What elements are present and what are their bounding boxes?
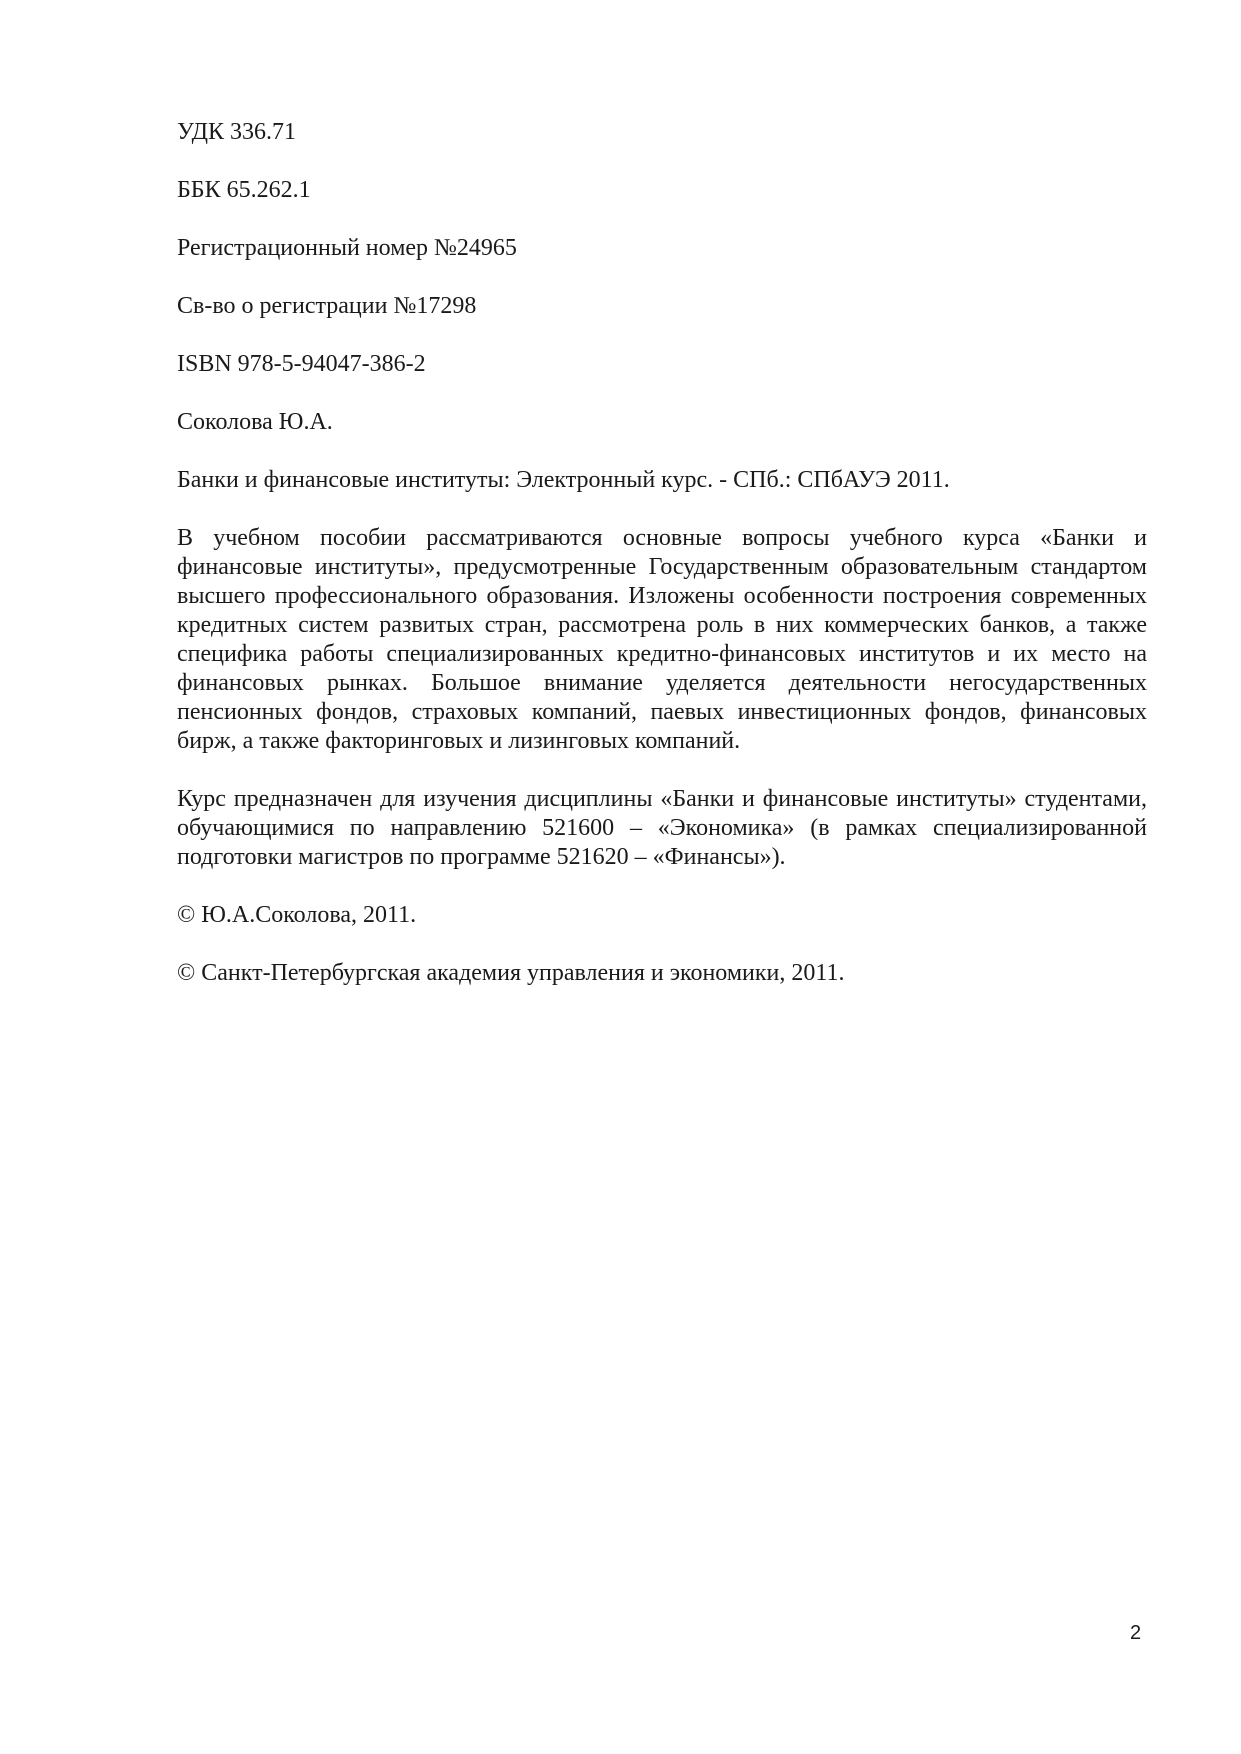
page-content bbox=[177, 118, 1147, 1017]
author-line: Соколова Ю.А. bbox=[177, 409, 333, 435]
audience-paragraph: Курс предназначен для изучения дисциплины «Банки и финансовые институты» студентами, обучающимися по направлению 521600 – «Экономика» (в рамках специализированной подготовки магистров по программе 521620 – «Финансы»). bbox=[177, 786, 1147, 870]
isbn-line: ISBN 978-5-94047-386-2 bbox=[177, 351, 426, 377]
copyright-academy-line: © Санкт-Петербургская академия управления и экономики, 2011. bbox=[177, 960, 845, 986]
registration-number-line: Регистрационный номер №24965 bbox=[177, 235, 517, 261]
registration-certificate-line: Св-во о регистрации №17298 bbox=[177, 293, 477, 319]
bbk-line: ББК 65.262.1 bbox=[177, 177, 311, 203]
page-number: 2 bbox=[1130, 1622, 1142, 1644]
bibliographic-title-line: Банки и финансовые институты: Электронный курс. - СПб.: СПбАУЭ 2011. bbox=[177, 467, 950, 493]
abstract-paragraph: В учебном пособии рассматриваются основные вопросы учебного курса «Банки и финансовые институты», предусмотренные Государственным образовательным стандартом высшего профессионального образования. Изложены особенности построения современных кредитных систем развитых стран, рассмотрена роль в них коммерческих банков, а также специфика работы специализированных кредитно-финансовых институтов и их место на финансовых рынках. Большое внимание уделяется деятельности негосударственных пенсионных фондов, страховых компаний, паевых инвестиционных фондов, финансовых бирж, а также факторинговых и лизинговых компаний. bbox=[177, 525, 1147, 754]
udk-line: УДК 336.71 bbox=[177, 119, 296, 145]
copyright-author-line: © Ю.А.Соколова, 2011. bbox=[177, 902, 417, 928]
